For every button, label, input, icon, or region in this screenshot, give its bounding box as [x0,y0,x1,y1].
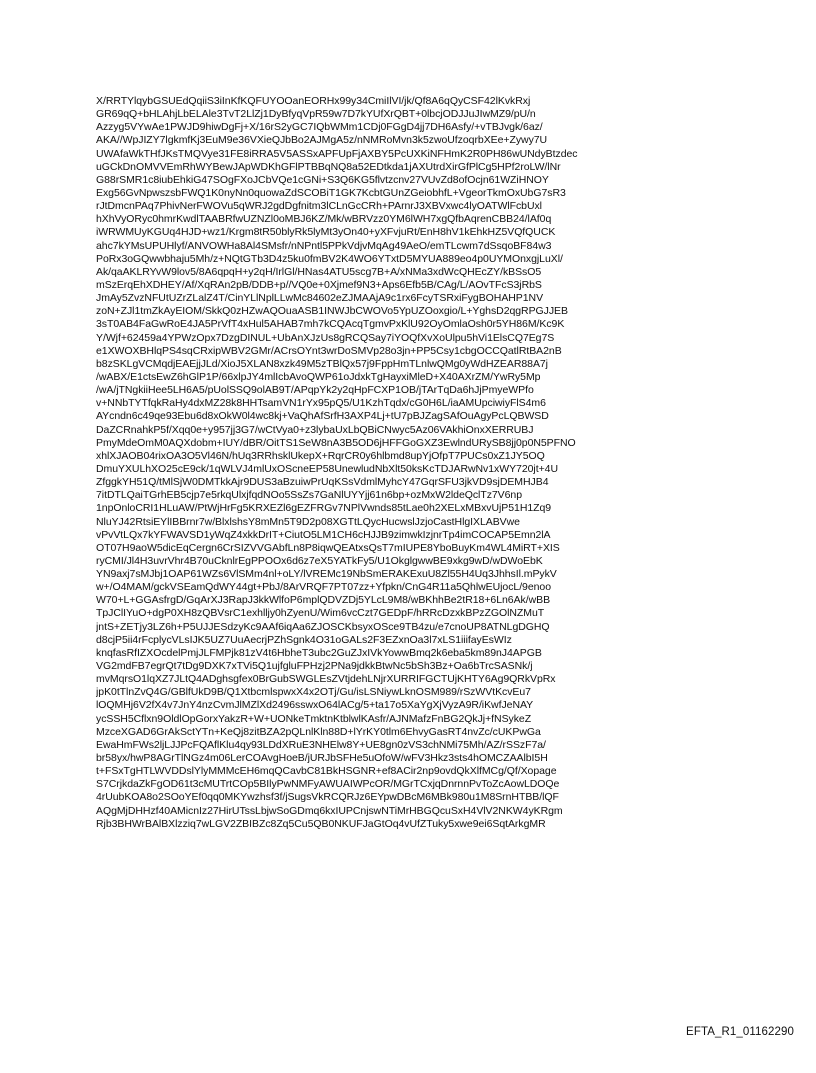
text-line: jntS+ZETjy3LZ6h+P5UJJESdzyKc9AAf6iqAa6ZJOSCKbsyxOSce9TB4zu/e7cnoUP8ATNLgDGHQ [96,620,550,633]
text-line: AYcndn6c49qe93Ebu6d8xOkW0l4wc8kj+VaQhAfSrfH3AXP4Lj+tU7pBJZagSAfOuAgyPcLQBWSD [96,410,549,423]
text-line: Exg56GvNpwszsbFWQ1K0nyNn0quowaZdSCOBiT1GK7KcbtGUnZGeiobhfL+VgeorTkmOxUbG7sR3 [96,186,566,199]
text-line: PmyMdeOmM0AQXdobm+IUY/dBR/OitTS1SeW8nA3B5OD6jHFFGoGXZ3EwlndURySB8jj0p0N5PFNO [96,436,576,449]
text-line: e1XWOXBHlqPS4sqCRxipWBV2GMr/ACrsOYnt3wrDoSMVp28o3jn+PP5Csy1cbgOCCQatlRtBA2nB [96,344,562,357]
text-line: ahc7kYMsUPUHlyf/ANVOWHa8Al4SMsfr/nNPntl5PPkVdjvMqAg49AeO/emTLcwm7dSsqoBF84w3 [96,239,552,252]
text-line: DaZCRnahkP5f/Xqq0e+y957jj3G7/wCtVya0+z3lybaUxLbQBiCNwyc5Az06VAkhiOnxXERRUBJ [96,423,534,436]
text-line: lOQMHj6V2fX4v7JnY4nzCvmJlMZlXd2496sswxO64lACg/5+ta17o5XaYgXjVyzA9R/iKwfJeNAY [96,699,534,712]
text-line: AKA//WpJIZY7lgkmfKj3EuM9e36VXieQJbBo2AJMgA5z/nNMRoMvn3k5zwoUfzoqrbXEe+Zywy7U [96,134,548,147]
text-line: DmuYXULhXO25cE9ck/1qWLVJ4mlUxOScneEP58UnewludNbXlt50ksKcTDJARwNv1xWY720jt+4U [96,462,558,475]
text-line: Azzyg5VYwAe1PWJD9hiwDgFj+X/16rS2yGC7IQbWMm1CDj0FGgD4jj7DH6Asfy/+vTBJvgk/6az/ [96,121,543,134]
text-line: ryCMI/Jl4H3uvrVhr4B70uCknlrEgPPOOx6d6z7eX5YATkFy5/U1OkglgwwBE9xkg9wD/wDWoEbK [96,554,543,567]
text-line: jpK0tTlnZvQ4G/GBlfUkD9B/Q1XtbcmlspwxX4x2OTj/Gu/isLSNiywLknOSM989/rSzWVtKcvEu7 [96,686,531,699]
text-line: hXhVyORyc0hmrKwdlTAABRfwUZNZl0oMBJ6KZ/Mk/wBRVzz0YM6lWH7xgQfbAqrenCBB24/lAf0q [96,213,552,226]
text-line: G88rSMR1c8iubEhkiG47SOgFXoJCbVQe1cGNi+S3Q6KG5flvtzcnv27VUvZd8ofOcjn61WZiHNOY [96,173,549,186]
text-line: GR69qQ+bHLAhjLbELAle3TvT2LlZj1DyBfyqVpR59w7D7kYUfXrQBT+0lbcjODJJuJIwMZ9/pU/n [96,108,536,121]
text-line: b8zSKLgVCMqdjEAEjjJLd/XioJ5XLAN8xzk49M5zTBlQx57j9FppHmTLnlwQMg0yWdHZEAR88A7j [96,357,548,370]
text-line: S7CrjkdaZkFgOD61t3cMUTrtCOp5BIlyPwNMFyAWUAIWPcOR/MGrTCxjqDnrnnPvToZcAowLDOQe [96,778,560,791]
text-line: knqfasRfIZXOcdelPmjJLFMPjk81zV4t6HbheT3ubc2GuZJxIVkYowwBmq2k6eba5km89nJ4APGB [96,646,542,659]
text-line: iWRWMUyKGUq4HJD+wz1/Krgm8tR50blyRk5lyMt3yOn40+yXFvjuRt/EnH8hV1kEhkHZ5VQfQUCK [96,226,556,239]
text-line: Rjb3BHWrBAlBXlzziq7wLGV2ZBIBZc8Zq5Cu5QB0NKUFJaGtOq4vUfZTuky5xwe9ei6SqtArkgMR [96,817,546,830]
text-line: /wABX/E1ctsEwZ6hGlP1P/66xlpJY4mlIcbAvoQWP61oJdxkTgHayxiMleD+X40AXrZM/YwRy5Mp [96,370,541,383]
text-line: JmAy5ZvzNFUtUZrZLalZ4T/CinYLlNplLLwMc84602eZJMAAjA9c1rx6FcyTSRxiFygBOHAHP1NV [96,292,544,305]
text-line: OT07H9aoW5dicEqCergn6CrSIZVVGAbfLn8P8iqwQEAtxsQsT7mIUPE8YboBuyKm4WL4MiRT+XIS [96,541,560,554]
text-line: YN9axj7sMJbj1OAP61WZs6VlSMm4nl+oLY/lVREMc19NbSmERAKExuU8Zl55H4Uq3JhhsIl.mPykV [96,568,557,581]
text-line: mvMqrsO1lqXZ7JLtQ4ADghsgfex0BrGubSWGLEsZVtjdehLNjrXURRIFGCTUjKHTY6Ag9QRkVpRx [96,673,556,686]
text-line: uGCkDnOMVVEmRhWYBewJApWDKhGFlPTBBqNQ8a52EDtkda1jAXUtrdXirGfPlCg5HPf2roLW/lNr [96,160,561,173]
text-line: 4rUubKOA8o2SOoYEf0qq0MKYwzhsf3f/jSugsVkRCQRJz6EYpwDBcM6MBk980u1M8SrnHTBB/lQF [96,791,559,804]
text-line: ycSSH5Cflxn9OldlOpGorxYakzR+W+UONkeTmktnKtblwlKAsfr/AJNMafzFnBG2QkJj+fNSykeZ [96,712,532,725]
encoded-text-block [96,95,808,831]
text-line: TpJClIYuO+dgP0XH8zQBVsrC1exhlljy0hZyenU/Wim6vcCzt7GEDpF/hRRcDzxkBPzZGOlNZMuT [96,607,545,620]
text-line: /wA/jTNgkiiHee5LH6A5/pUolSSQ9olAB9T/APqpYk2y2qHpFCXP1OB/jTArTqDa6hJjPmyeWPfo [96,384,534,397]
text-line: xhlXJAOB04rixOA3O5Vl46N/hUq3RRhsklUkepX+RqrCR0y6hlbmd8upYjOfpT7PUCs0xZ1JY5OQ [96,449,545,462]
text-line: ZfggkYH51Q/tMlSjW0DMTkkAjr9DUS3aBzuiwPrUqKSsVdmlMyhcY47GqrSFU3jkVD9sjDEMHJB4 [96,476,549,489]
document-id-footer: EFTA_R1_01162290 [686,1026,794,1038]
text-line: X/RRTYlqybGSUEdQqiiS3iInKfKQFUYOOanEORHx99y34CmiIlVI/jk/Qf8A6qQyCSF42lKvkRxj [96,95,531,107]
text-line: Y/Wjf+62459a4YPWzOpx7DzgDINUL+UbAnXJzUs8gRCQSay7iYOQfXvXoUlpu5hVi1ElsCQ7Eg7S [96,331,555,344]
text-line: rJtDmcnPAq7PhivNerFWOVu5qWRJ2gdDgfnitm3lCLnGcCRh+PArnrJ3XBVxwc4lyOATWlFcbUxl [96,200,542,213]
text-line: W70+L+GGAsfrgD/GqArXJ3RapJ3kkWlfoP6mplQDVZDj5YLcL9M8/wBKhhBe2tR18+6Ln6Ak/wBB [96,594,551,607]
text-line: 3sT0AB4FaGwRoE4JA5PrVfT4xHul5AHAB7mh7kCQAcqTgmvPxKlU92OyOmlaOsh0r5YH86M/Kc9K [96,318,565,331]
text-line: v+NNbTYTfqkRaHy4dxMZ28k8HHTsamVN1rYx95pQ5/U1KzhTqdx/cG0H6L/iaAMUpciwiyFlS4m6 [96,397,546,410]
text-line: mSzErqEhXDHEY/Af/XqRAn2pB/DDB+p//VQ0e+0Xjmef9N3+Aps6Efb5B/CAg/L/AOvTFcS3jRbS [96,278,542,291]
text-line: MzceXGAD6GrAkSctYTn+KeQj8zitBZA2pQLnlKln88D+lYrKY0tlm6EhvyGasRT4nvZc/cUKPwGa [96,725,541,738]
text-line: PoRx3oGQwwbhaju5Mh/z+NQtGTb3D4z5ku0fmBV2K4WO6YTxtD5MYUA889eo4p0UYMOnxgjLuXl/ [96,252,563,265]
text-line: zoN+ZJl1tmZkAyEIOM/SkkQ0zHZwAQOuaASB1INWJbCWOVo5YpUZOoxgio/L+YghsD2qgRPGJJEB [96,305,568,318]
text-line: w+/O4MAM/gckVSEamQdWY44gt+PbJ/8ArVRQF7PT07zz+Yfpkn/CnG4R11a5QhlwEUjocL/9enoo [96,581,552,594]
text-line: br58yx/hwP8AGrTlNGz4m06LerCOAvgHoeB/jURJbSFHe5uOfoW/wFV3Hkz3sts4hOMCZAAlbI5H [96,752,548,765]
text-line: Ak/qaAKLRYvW9lov5/8A6qpqH+y2qH/IrlGl/HNas4ATU5scg7B+A/xNMa3xdWcQHEcZY/kBSsO5 [96,265,542,278]
text-line: AQgMjDHHzf40AMicnIz27HirUTssLbjwSoGDmq6kxIUPCnjswNTiMrHBGQcuSxH4VlV2NKW4yKRgm [96,804,563,817]
text-line: 1npOnloCRI1HLuAW/PtWjHrFg5KRXEZl6gEZFRGv7NPlVwnds85tLae0h2XELxMBxvUjP51H1Zq9 [96,502,552,515]
text-line: NluYJ42RtsiEYlIBBrnr7w/BlxlshsY8mMn5T9D2p08XGTtLQycHucwslJzjoCastHlgIXLABVwe [96,515,520,528]
text-line: VG2mdFB7egrQt7tDg9DXK7xTVi5Q1ujfgluFPHzj2PNa9jdkkBtwNc5bSh3Bz+Oa6bTrcSASNk/j [96,660,533,673]
text-line: d8cjP5ii4rFcplycVLsIJK5UZ7UuAecrjPZhSgnk4O31oGALs2F3EZxnOa3l7xLS1iiifayEsWIz [96,633,512,646]
text-line: EwaHmFWs2ljLJJPcFQAflKlu4qy93LDdXRuE3NHElw8Y+UE8gn0zVS3chNMi75Mh/AZ/rSSzF7a/ [96,738,546,751]
text-line: t+FSxTgHTLWVDDslYlyMMMcEH6mqQCavbC81BkHSGNR+ef8ACir2np9ovdQkXlfMCg/Qf/Xopage [96,765,557,778]
text-line: 7itDTLQaiTGrhEB5cjp7e5rkqUlxjfqdNOo5SsZs7GaNlUYYjj61n6bp+ozMxW2ldeQclTz7V6np [96,489,523,502]
text-line: UWAfaWkTHfJKsTMQVye31FE8iRRA5V5ASSxAPFUpFjAXBY5PcUXKiNFHmK2R0PH86wUNdyBtzdec [96,147,578,160]
text-line: vPvVtLQx7kYFWAVSD1yWqZ4xkkDrIT+CiutO5LM1CH6cHJJB9zimwkIzjnrTp4imCOCAP5Emn2lA [96,528,551,541]
